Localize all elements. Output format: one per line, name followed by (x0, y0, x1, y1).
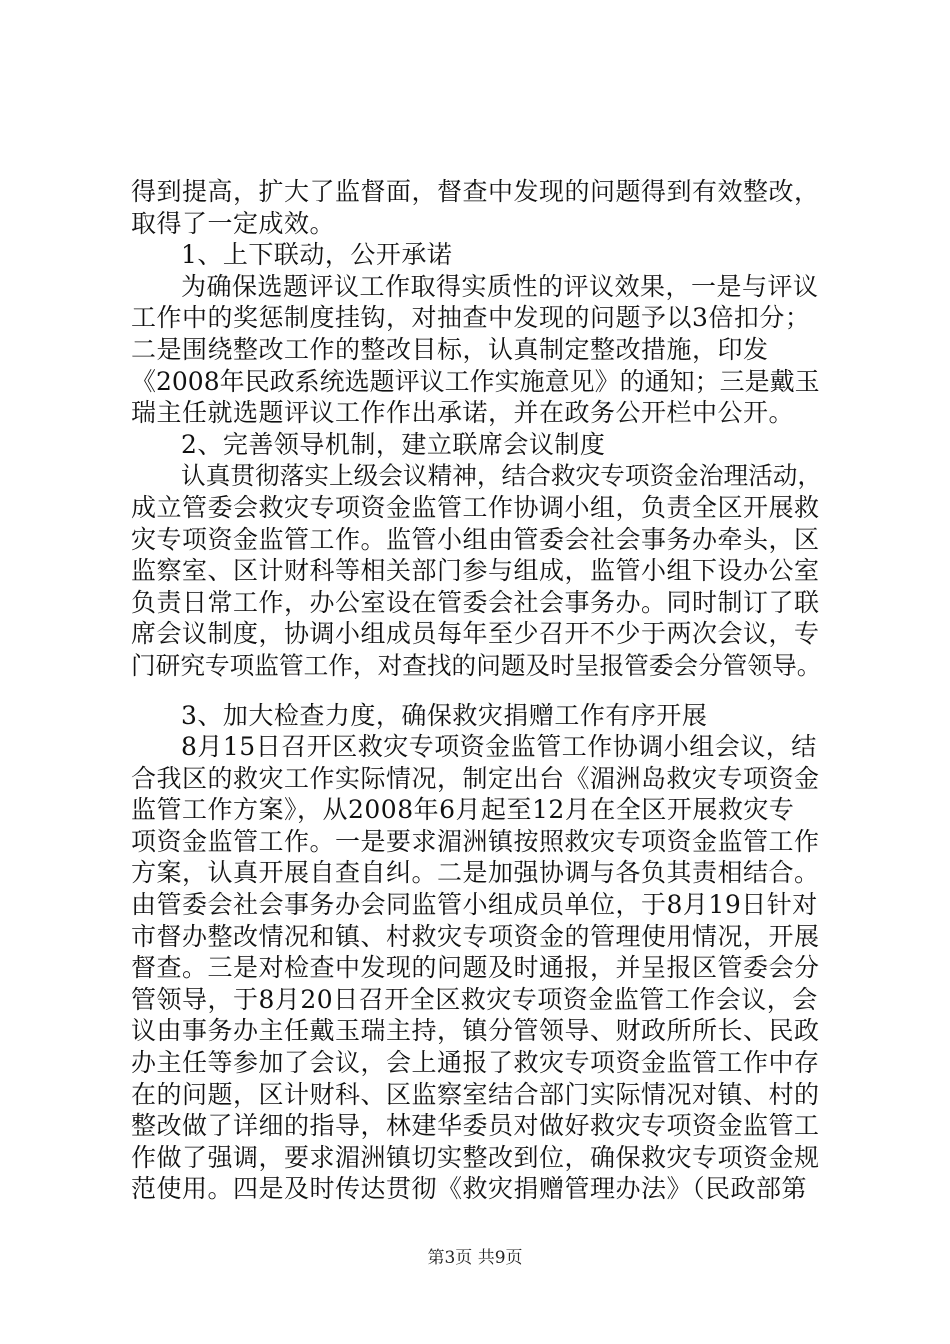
paragraph-gap (131, 682, 829, 700)
paragraph-line: 监管工作方案》，从2008年6月起至12月在全区开展救灾专 (131, 795, 795, 825)
paragraph-line: 方案，认真开展自查自纠。二是加强协调与各负其责相结合。 (131, 858, 820, 888)
paragraph-line: 灾专项资金监管工作。监管小组由管委会社会事务办牵头，区 (131, 524, 820, 554)
section-heading-1: 1、上下联动，公开承诺 (181, 240, 453, 270)
paragraph-line: 在的问题，区计财科、区监察室结合部门实际情况对镇、村的 (131, 1079, 820, 1109)
paragraph-line: 席会议制度，协调小组成员每年至少召开不少于两次会议，专 (131, 619, 820, 649)
paragraph-line: 合我区的救灾工作实际情况，制定出台《湄洲岛救灾专项资金 (131, 763, 820, 793)
paragraph-line: 8月15日召开区救灾专项资金监管工作协调小组会议，结 (181, 732, 817, 762)
paragraph-line: 作做了强调，要求湄洲镇切实整改到位，确保救灾专项资金规 (131, 1142, 820, 1172)
paragraph-line: 督查。三是对检查中发现的问题及时通报，并呈报区管委会分 (131, 953, 820, 983)
paragraph-line: 为确保选题评议工作取得实质性的评议效果，一是与评议 (181, 271, 819, 301)
paragraph-line: 瑞主任就选题评议工作作出承诺，并在政务公开栏中公开。 (131, 398, 795, 428)
paragraph-line: 二是围绕整改工作的整改目标，认真制定整改措施，印发 (131, 334, 769, 364)
paragraph-line: 成立管委会救灾专项资金监管工作协调小组，负责全区开展救 (131, 492, 820, 522)
paragraph-line: 《2008年民政系统选题评议工作实施意见》的通知；三是戴玉 (131, 366, 820, 396)
paragraph-line: 取得了一定成效。 (131, 208, 336, 238)
section-heading-3: 3、加大检查力度，确保救灾捐赠工作有序开展 (181, 700, 708, 730)
paragraph-line: 监察室、区计财科等相关部门参与组成，监管小组下设办公室 (131, 556, 820, 586)
paragraph-line: 负责日常工作，办公室设在管委会社会事务办。同时制订了联 (131, 587, 820, 617)
page-number-footer: 第3页 共9页 (427, 1248, 523, 1268)
section-heading-2: 2、完善领导机制，建立联席会议制度 (181, 429, 606, 459)
paragraph-line: 工作中的奖惩制度挂钩，对抽查中发现的问题予以3倍扣分； (131, 303, 811, 333)
paragraph-line: 认真贯彻落实上级会议精神，结合救灾专项资金治理活动， (181, 461, 823, 491)
paragraph-line: 议由事务办主任戴玉瑞主持，镇分管领导、财政所所长、民政 (131, 1016, 820, 1046)
paragraph-line: 由管委会社会事务办会同监管小组成员单位，于8月19日针对 (131, 890, 818, 920)
paragraph-line: 管领导，于8月20日召开全区救灾专项资金监管工作会议，会 (131, 984, 818, 1014)
paragraph-line: 办主任等参加了会议，会上通报了救灾专项资金监管工作中存 (131, 1048, 820, 1078)
paragraph-line: 项资金监管工作。一是要求湄洲镇按照救灾专项资金监管工作 (131, 826, 820, 856)
paragraph-line: 范使用。四是及时传达贯彻《救灾捐赠管理办法》（民政部第 (131, 1174, 808, 1204)
document-body (131, 176, 829, 1205)
paragraph-line: 市督办整改情况和镇、村救灾专项资金的管理使用情况，开展 (131, 921, 820, 951)
paragraph-line: 门研究专项监管工作，对查找的问题及时呈报管委会分管领导。 (131, 650, 822, 680)
paragraph-line: 整改做了详细的指导，林建华委员对做好救灾专项资金监管工 (131, 1111, 820, 1141)
paragraph-line: 得到提高，扩大了监督面，督查中发现的问题得到有效整改， (131, 177, 820, 206)
